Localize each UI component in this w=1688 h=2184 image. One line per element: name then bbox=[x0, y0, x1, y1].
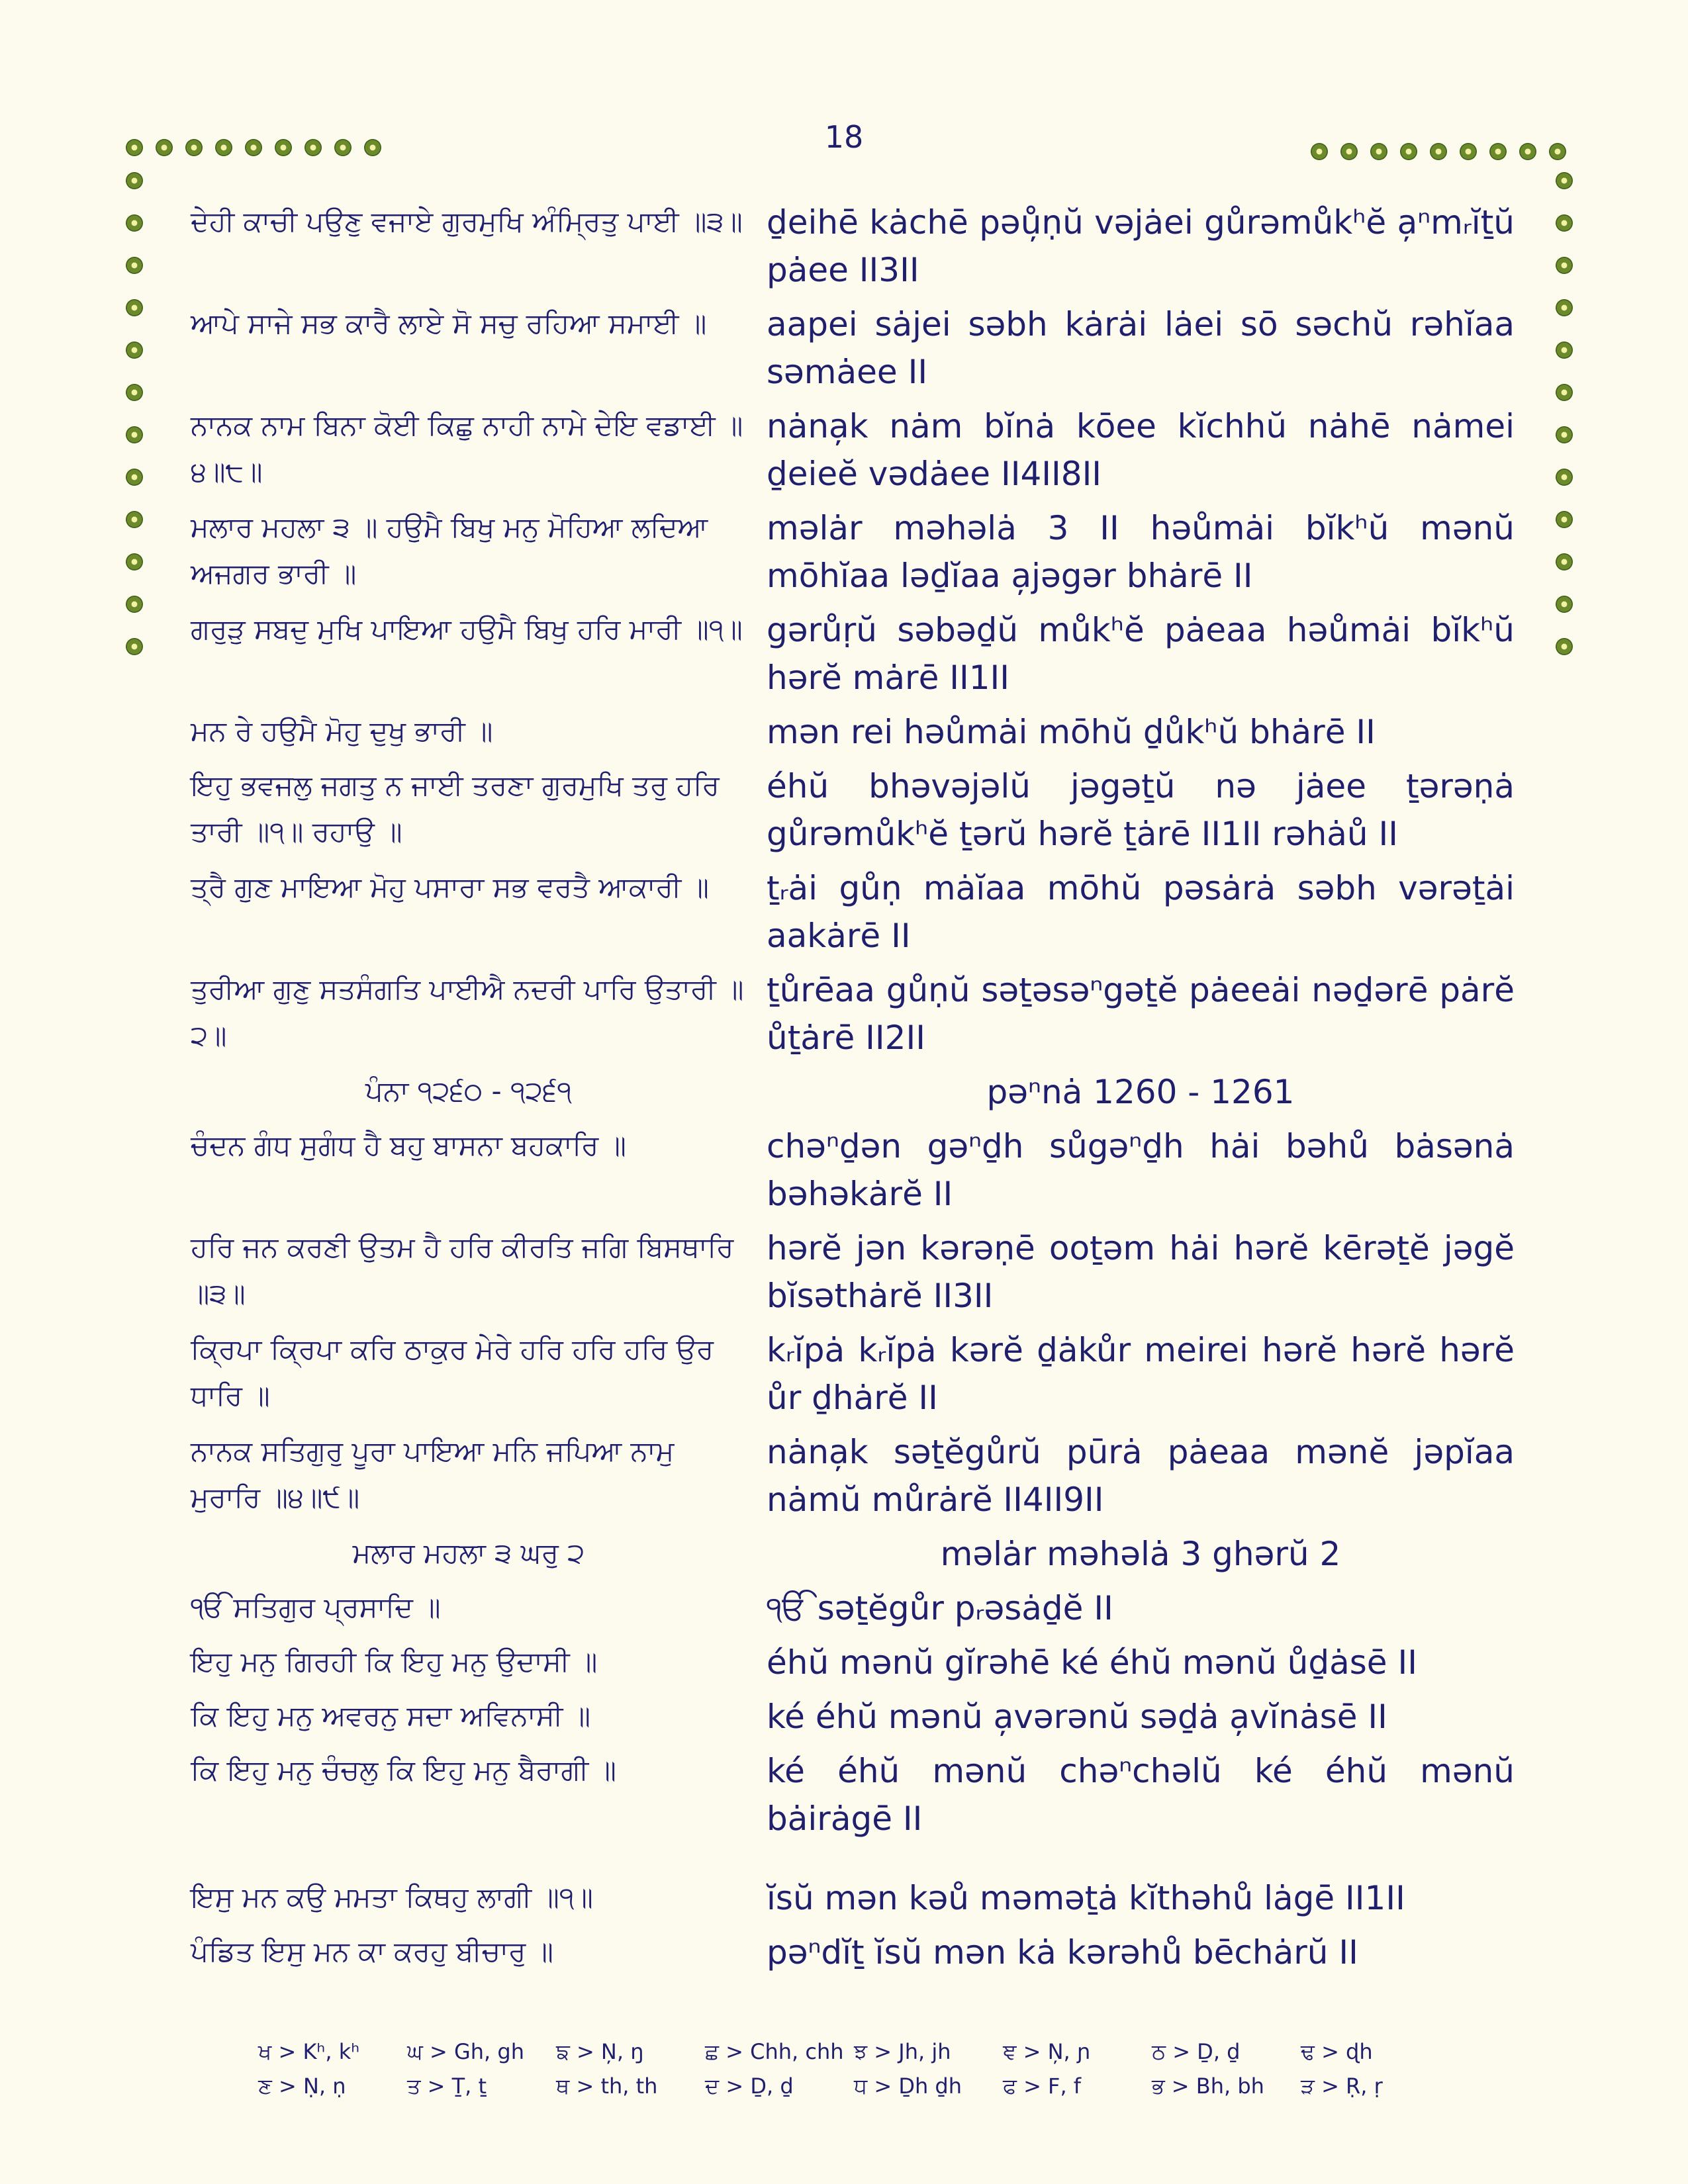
flower-ornament-icon bbox=[126, 139, 143, 156]
legend-item: ਛ > Chh, chh bbox=[705, 2038, 844, 2064]
section-heading-translit: məlȧr məhəlȧ 3 ghərŭ 2 bbox=[940, 1535, 1341, 1573]
gurmukhi-line: ਤੁਰੀਆ ਗੁਣੁ ਸਤਸੰਗਤਿ ਪਾਈਐ ਨਦਰੀ ਪਾਰਿ ਉਤਾਰੀ ॥੨॥ bbox=[191, 973, 744, 1052]
flower-ornament-icon bbox=[364, 139, 381, 156]
gurmukhi-line: ਹਰਿ ਜਨ ਕਰਣੀ ਉਤਮ ਹੈ ਹਰਿ ਕੀਰਤਿ ਜਗਿ ਬਿਸਥਾਰਿ ॥੩॥ bbox=[191, 1231, 734, 1310]
flower-ornament-icon bbox=[1556, 596, 1573, 613]
transliteration-line: éhŭ bhəvəjəlŭ jəgəṯŭ nə jȧee ṯərəṇȧ gůrəmůkʰĕ ṯərŭ hərĕ ṯȧrē II1II rəhȧů II bbox=[767, 767, 1515, 853]
gurmukhi-line: ਮਨ ਰੇ ਹਉਮੈ ਮੋਹੁ ਦੁਖੁ ਭਾਰੀ ॥ bbox=[191, 715, 493, 747]
transliteration-line: ṯůrēaa gůṇŭ səṯəsəⁿgəṯĕ pȧeeȧi nəḏərē pȧrĕ ůṯȧrē II2II bbox=[767, 971, 1515, 1057]
verse-row bbox=[191, 1584, 1515, 1632]
flower-ornament-icon bbox=[185, 139, 203, 156]
flower-ornament-icon bbox=[1556, 172, 1573, 189]
verse-row bbox=[191, 1639, 1515, 1686]
flower-ornament-icon bbox=[275, 139, 292, 156]
page-reference-row bbox=[191, 1068, 1515, 1116]
flower-ornament-icon bbox=[126, 172, 143, 189]
flower-ornament-icon bbox=[1556, 384, 1573, 401]
transliteration-line: kᵣĭpȧ kᵣĭpȧ kərĕ ḏȧkůr meirei hərĕ hərĕ hərĕ ůr ḏhȧrĕ II bbox=[767, 1331, 1515, 1417]
transliteration-line: ḏeihē kȧchē pəů̦ṇŭ vəjȧei gůrəmůkʰĕ a̦ⁿmᵣĭṯŭ pȧee II3II bbox=[767, 203, 1515, 289]
transliteration-line: éhŭ mənŭ gĭrəhē ké éhŭ mənŭ ůḏȧsē II bbox=[767, 1643, 1417, 1682]
verse-row bbox=[191, 708, 1515, 756]
flower-ornament-icon bbox=[126, 596, 143, 613]
verse-row bbox=[191, 1428, 1515, 1524]
verse-row bbox=[191, 504, 1515, 600]
gurmukhi-line: ਕਿ ਇਹੁ ਮਨੁ ਚੰਚਲੁ ਕਿ ਇਹੁ ਮਨੁ ਬੈਰਾਗੀ ॥ bbox=[191, 1754, 616, 1786]
flower-ornament-icon bbox=[1556, 469, 1573, 486]
gurmukhi-line: ਇਸੁ ਮਨ ਕਉ ਮਮਤਾ ਕਿਥਹੁ ਲਾਗੀ ॥੧॥ bbox=[191, 1881, 593, 1913]
flower-ornament-icon bbox=[1556, 511, 1573, 528]
flower-ornament-icon bbox=[1556, 214, 1573, 232]
flower-ornament-icon bbox=[334, 139, 352, 156]
gurmukhi-line: ਪੰਡਿਤ ਇਸੁ ਮਨ ਕਾ ਕਰਹੁ ਬੀਚਾਰੁ ॥ bbox=[191, 1935, 553, 1968]
legend-item: ੜ > Ṛ, ṛ bbox=[1301, 2073, 1383, 2099]
transliteration-line: ĭsŭ mən kəů məməṯȧ kĭthəhů lȧgē II1II bbox=[767, 1879, 1405, 1917]
flower-ornament-icon bbox=[126, 426, 143, 443]
gurmukhi-line: ਆਪੇ ਸਾਜੇ ਸਭ ਕਾਰੈ ਲਾਏ ਸੋ ਸਚੁ ਰਹਿਆ ਸਮਾਈ ॥ bbox=[191, 307, 707, 340]
section-heading-gurmukhi: ਮਲਾਰ ਮਹਲਾ ੩ ਘਰੁ ੨ bbox=[352, 1537, 585, 1569]
verse-row bbox=[191, 966, 1515, 1062]
transliteration-line: gərůṛŭ səbəḏŭ můkʰĕ pȧeaa həůmȧi bĭkʰŭ hərĕ mȧrē II1II bbox=[767, 611, 1515, 697]
flower-ornament-icon bbox=[1489, 143, 1507, 160]
legend-item: ਤ > Ṯ, ṯ bbox=[407, 2073, 487, 2099]
verse-row bbox=[191, 199, 1515, 294]
legend-item: ਧ > Ḏh ḏh bbox=[854, 2073, 962, 2099]
legend-item: ਣ > Ṇ, ṇ bbox=[258, 2073, 346, 2099]
flower-ornament-icon bbox=[1400, 143, 1417, 160]
flower-ornament-icon bbox=[126, 299, 143, 316]
verse-row bbox=[191, 1693, 1515, 1741]
legend-item: ਘ > Gh, gh bbox=[407, 2038, 524, 2064]
flower-ornament-icon bbox=[126, 553, 143, 570]
flower-ornament-icon bbox=[1430, 143, 1447, 160]
transliteration-line: chəⁿḏən gəⁿḏh sůgəⁿḏh hȧi bəhů bȧsənȧ bəhəkȧrĕ II bbox=[767, 1127, 1515, 1213]
flower-ornament-icon bbox=[1556, 341, 1573, 359]
verse-content bbox=[191, 199, 1515, 1983]
transliteration-line: mən rei həůmȧi mōhŭ ḏůkʰŭ bhȧrē II bbox=[767, 713, 1376, 751]
transliteration-line: ੴ səṯĕgůr pᵣəsȧḏĕ II bbox=[767, 1589, 1113, 1627]
flower-ornament-icon bbox=[156, 139, 173, 156]
transliteration-line: hərĕ jən kərəṇē ooṯəm hȧi hərĕ kērəṯĕ jəgĕ bĭsəthȧrĕ II3II bbox=[767, 1229, 1515, 1315]
transliteration-line: pəⁿdĭṯ ĭsŭ mən kȧ kərəhů bēchȧrŭ II bbox=[767, 1933, 1358, 1972]
legend-row bbox=[258, 2069, 1450, 2103]
flower-ornament-icon bbox=[1370, 143, 1387, 160]
flower-ornament-icon bbox=[126, 214, 143, 232]
flower-ornament-icon bbox=[1311, 143, 1328, 160]
transliteration-line: məlȧr məhəlȧ 3 II həůmȧi bĭkʰŭ mənŭ mōhĭaa ləḏĭaa a̦jəgər bhȧrē II bbox=[767, 509, 1515, 595]
flower-ornament-icon bbox=[1460, 143, 1477, 160]
verse-row bbox=[191, 1122, 1515, 1218]
verse-row bbox=[191, 606, 1515, 702]
verse-row bbox=[191, 1326, 1515, 1422]
flower-ornament-icon bbox=[1556, 426, 1573, 443]
flower-ornament-icon bbox=[1549, 143, 1566, 160]
gurmukhi-line: ਕ੍ਰਿਪਾ ਕ੍ਰਿਪਾ ਕਰਿ ਠਾਕੁਰ ਮੇਰੇ ਹਰਿ ਹਰਿ ਹਰਿ ਉਰ ਧਾਰਿ ॥ bbox=[191, 1333, 714, 1412]
gurmukhi-line: ਦੇਹੀ ਕਾਚੀ ਪਉਣੁ ਵਜਾਏ ਗੁਰਮੁਖਿ ਅੰਮ੍ਰਿਤੁ ਪਾਈ ॥੩॥ bbox=[191, 205, 743, 238]
legend-item: ਦ > Ḏ, ḏ bbox=[705, 2073, 794, 2099]
verse-row bbox=[191, 864, 1515, 960]
verse-row bbox=[191, 1874, 1515, 1922]
legend-row bbox=[258, 2034, 1450, 2069]
gurmukhi-line: ਤ੍ਰੈ ਗੁਣ ਮਾਇਆ ਮੋਹੁ ਪਸਾਰਾ ਸਭ ਵਰਤੈ ਆਕਾਰੀ ॥ bbox=[191, 871, 709, 903]
flower-ornament-icon bbox=[126, 469, 143, 486]
gurmukhi-line: ਕਿ ਇਹੁ ਮਨੁ ਅਵਰਨੁ ਸਦਾ ਅਵਿਨਾਸੀ ॥ bbox=[191, 1700, 591, 1732]
transliteration-line: nȧna̦k səṯĕgůrŭ pūrȧ pȧeaa mənĕ jəpĭaa nȧmŭ můrȧrĕ II4II9II bbox=[767, 1433, 1515, 1519]
transliteration-line: aapei sȧjei səbh kȧrȧi lȧei sō səchŭ rəhĭaa səmȧee II bbox=[767, 305, 1515, 391]
gurmukhi-line: ਇਹੁ ਮਨੁ ਗਿਰਹੀ ਕਿ ਇਹੁ ਮਨੁ ਉਦਾਸੀ ॥ bbox=[191, 1645, 598, 1678]
flower-ornament-icon bbox=[1340, 143, 1358, 160]
gurmukhi-line: ੴ ਸਤਿਗੁਰ ਪ੍ਰਸਾਦਿ ॥ bbox=[191, 1591, 441, 1623]
gurmukhi-line: ਨਾਨਕ ਸਤਿਗੁਰੁ ਪੂਰਾ ਪਾਇਆ ਮਨਿ ਜਪਿਆ ਨਾਮੁ ਮੁਰਾਰਿ ॥੪॥੯॥ bbox=[191, 1435, 675, 1514]
gurmukhi-line: ਇਹੁ ਭਵਜਲੁ ਜਗਤੁ ਨ ਜਾਈ ਤਰਣਾ ਗੁਰਮੁਖਿ ਤਰੁ ਹਰਿ ਤਾਰੀ ॥੧॥ ਰਹਾਉ ॥ bbox=[191, 769, 720, 848]
legend-item: ਭ > Bh, bh bbox=[1152, 2073, 1264, 2099]
flower-ornament-icon bbox=[215, 139, 232, 156]
verse-row bbox=[191, 1747, 1515, 1843]
legend-item: ਙ > N̦, ŋ bbox=[556, 2038, 644, 2064]
page-number: 18 bbox=[824, 119, 864, 155]
section-heading-row bbox=[191, 1530, 1515, 1578]
flower-ornament-icon bbox=[126, 341, 143, 359]
legend-item: ਢ > ɖh bbox=[1301, 2038, 1373, 2064]
flower-ornament-icon bbox=[1556, 553, 1573, 570]
flower-ornament-icon bbox=[1519, 143, 1536, 160]
flower-ornament-icon bbox=[245, 139, 262, 156]
legend-item: ਖ > Kʰ, kʰ bbox=[258, 2038, 360, 2064]
gurmukhi-line: ਗਰੁੜੁ ਸਬਦੁ ਮੁਖਿ ਪਾਇਆ ਹਉਮੈ ਬਿਖੁ ਹਰਿ ਮਾਰੀ ॥੧॥ bbox=[191, 613, 743, 645]
transliteration-line: ké éhŭ mənŭ chəⁿchəlŭ ké éhŭ mənŭ bȧirȧgē II bbox=[767, 1752, 1515, 1838]
flower-ornament-icon bbox=[1556, 638, 1573, 655]
verse-row bbox=[191, 300, 1515, 396]
transliteration-line: nȧna̦k nȧm bĭnȧ kōee kĭchhŭ nȧhē nȧmei ḏeieĕ vədȧee II4II8II bbox=[767, 407, 1515, 493]
verse-row bbox=[191, 1224, 1515, 1320]
transliteration-legend bbox=[258, 2034, 1450, 2103]
flower-ornament-icon bbox=[305, 139, 322, 156]
legend-item: ਥ > th, th bbox=[556, 2073, 658, 2099]
page-reference-gurmukhi: ਪੰਨਾ ੧੨੬੦ - ੧੨੬੧ bbox=[365, 1075, 573, 1107]
legend-item: ਝ > Jh, jh bbox=[854, 2038, 951, 2064]
verse-row bbox=[191, 402, 1515, 498]
flower-ornament-icon bbox=[1556, 299, 1573, 316]
flower-ornament-icon bbox=[1556, 257, 1573, 274]
legend-item: ਫ > F, f bbox=[1003, 2073, 1082, 2099]
flower-ornament-icon bbox=[126, 511, 143, 528]
transliteration-line: ké éhŭ mənŭ a̦vərənŭ səḏȧ a̦vĭnȧsē II bbox=[767, 1698, 1387, 1736]
flower-ornament-icon bbox=[126, 257, 143, 274]
flower-ornament-icon bbox=[126, 384, 143, 401]
flower-ornament-icon bbox=[126, 638, 143, 655]
verse-row bbox=[191, 762, 1515, 858]
gurmukhi-line: ਨਾਨਕ ਨਾਮ ਬਿਨਾ ਕੋਈ ਕਿਛੁ ਨਾਹੀ ਨਾਮੇ ਦੇਇ ਵਡਾਈ ॥੪॥੮॥ bbox=[191, 409, 743, 488]
transliteration-line: ṯᵣȧi gůṇ mȧĭaa mōhŭ pəsȧrȧ səbh vərəṯȧi aakȧrē II bbox=[767, 869, 1515, 955]
verse-row bbox=[191, 1929, 1515, 1976]
gurmukhi-line: ਮਲਾਰ ਮਹਲਾ ੩ ॥ ਹਉਮੈ ਬਿਖੁ ਮਨੁ ਮੋਹਿਆ ਲਦਿਆ ਅਜਗਰ ਭਾਰੀ ॥ bbox=[191, 511, 708, 590]
page-reference-translit: pəⁿnȧ 1260 - 1261 bbox=[986, 1073, 1295, 1111]
gurmukhi-line: ਚੰਦਨ ਗੰਧ ਸੁਗੰਧ ਹੈ ਬਹੁ ਬਾਸਨਾ ਬਹਕਾਰਿ ॥ bbox=[191, 1129, 626, 1161]
legend-item: ਠ > Ḏ, ḏ bbox=[1152, 2038, 1241, 2064]
legend-item: ਞ > N̦, ɲ bbox=[1003, 2038, 1091, 2064]
